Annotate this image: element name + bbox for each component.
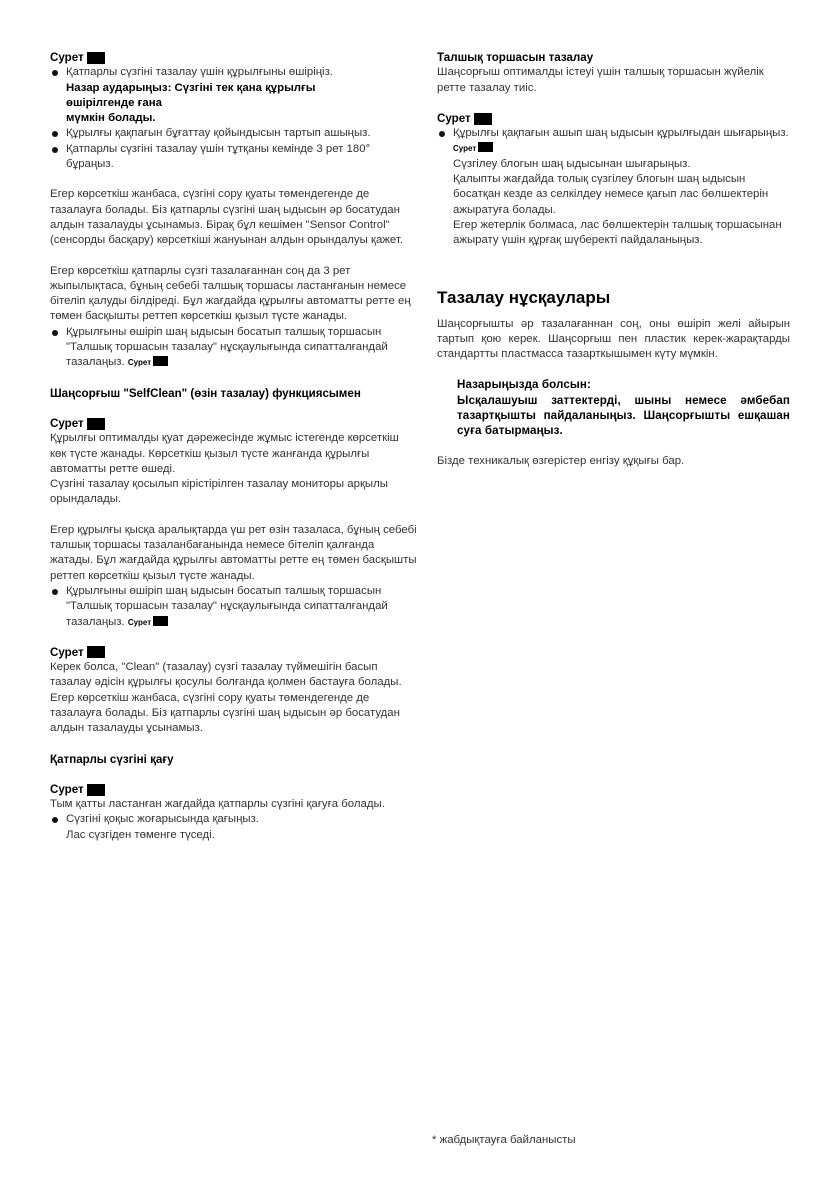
paragraph: Егер көрсеткіш қатпарлы сүзгі тазалағаннан соң да 3 рет жыпылықтаса, бұның себебі талшық торшасы ластанғанын немесе бітеліп қалуды білдіреді. Бұл жағдайда құрылғы автоматты ретте ең төмен басқышты реттеп көрсеткіш қызыл түсте жанады. [50, 264, 411, 323]
right-column [437, 50, 790, 469]
section-heading: Тазалау нұсқаулары [437, 287, 611, 307]
figure-number-box [153, 616, 168, 626]
paragraph: Егер көрсеткіш жанбаса, сүзгіні сору қуаты төмендегенде де тазалауға болады. Біз қатпарлы сүзгіні шаң ыдысын әр босатудан алдын тазалауды ұсынамыз. [50, 691, 400, 735]
list-item: Құрылғыны өшіріп шаң ыдысын босатып талшық торшасын "Талшық торшасын тазалау" нұсқаулығында сипатталғандай тазалаңыз. Сурет [50, 325, 418, 371]
paragraph: Құрылғы оптималды қуат дәрежесінде жұмыс істегенде көрсеткіш көк түсте жанады. Көрсеткіш қызыл түсте жанғанда құрылғы автоматты ретте өшеді. [50, 432, 399, 475]
figure-ref: Сурет [50, 416, 418, 431]
paragraph: Керек болса, "Clean" (тазалау) сүзгі тазалау түймешігін басып тазалау әдісін құрылғы қосулы болғанда қолмен бастауға болады. [50, 661, 402, 689]
section-title: Қатпарлы сүзгіні қағу [50, 752, 174, 766]
section-title: Шаңсорғыш "SelfClean" (өзін тазалау) функциясымен [50, 386, 361, 400]
paragraph: Сүзгіні тазалау қосылып кірістірілген тазалау мониторы арқылы орындалады. [50, 478, 388, 506]
figure-number-box [87, 646, 105, 658]
paragraph: Шаңсорғыш оптималды істеуі үшін талшық торшасын жүйелік ретте тазалау тиіс. [437, 66, 764, 94]
paragraph: Бізде техникалық өзгерістер енгізу құқығы бар. [437, 454, 685, 467]
figure-ref: Сурет [50, 782, 418, 797]
list-item: Құрылғыны өшіріп шаң ыдысын босатып талшық торшасын "Талшық торшасын тазалау" нұсқаулығында сипатталғандай тазалаңыз. Сурет [50, 584, 418, 630]
figure-ref: Сурет [50, 645, 418, 660]
list-item: Сүзгіні қоқыс жоғарысында қағыңыз. Лас сүзгіден төменге түседі. [50, 812, 418, 843]
list-item: Құрылғы қақпағын бұғаттау қойындысын тартып ашыңыз. [50, 126, 418, 141]
bullet-list [50, 584, 418, 630]
bullet-list [50, 325, 418, 371]
warning-text: Назар аударыңыз: Сүзгіні тек қана құрылғы [66, 81, 316, 94]
list-item: Құрылғы қақпағын ашып шаң ыдысын құрылғыдан шығарыңыз. Сурет Сүзгілеу блогын шаң ыдысынан шығарыңыз. Қалыпты жағдайда толық сүзгілеу блогын шаң ыдысын босатқан кезде аз селкілдеу немесе қағып лас бөлшектерін ажыратуға болады. Егер жетерлік болмаса, лас бөлшектерін талшық торшасынан ажырату үшін құрғақ шүберекті пайдаланыңыз. [437, 126, 790, 248]
bullet-list [50, 812, 418, 843]
warning-note [437, 377, 790, 438]
paragraph: Тым қатты ластанған жағдайда қатпарлы сүзгіні қағуға болады. [50, 798, 385, 811]
figure-number-box [153, 356, 168, 366]
paragraph: Шаңсорғышты әр тазалағаннан соң, оны өшіріп желі айырын тартып қою керек. Шаңсорғыш пен пластик керек-жарақтарды стандартты пластмасса тазарткышымен күту мүмкін. [437, 317, 790, 361]
bullet-list [437, 126, 790, 248]
figure-ref: Сурет [437, 111, 790, 126]
note-text: Ысқалашуыш заттектерді, шыны немесе әмбебап тазартқышты пайдаланыңыз. Шаңсорғышты ешқашан суға батырмаңыз. [457, 393, 790, 438]
figure-number-box [478, 142, 493, 152]
left-column [50, 50, 418, 843]
paragraph: Егер құрылғы қысқа аралықтарда үш рет өзін тазаласа, бұның себебі талшық торшасы тазаланбағанында немесе бітеліп қалғанда жатады. Бұл жағдайда құрылғы автоматты ретте ең төмен басқышты реттеп көрсеткіш қызыл түсте жанады. [50, 523, 417, 582]
paragraph: Егер көрсеткіш жанбаса, сүзгіні сору қуаты төмендегенде де тазалауға болады. Біз қатпарлы сүзгіні шаң ыдысын әр босатудан алдын тазалауды ұсынамыз. Бірақ бұл кешімен "Sensor Control" (сенсорды басқару) көрсеткіші жануынан алдын орындалуы қажет. [50, 188, 403, 247]
figure-number-box [87, 52, 105, 64]
figure-number-box [87, 418, 105, 430]
figure-ref: Сурет [50, 50, 418, 65]
bullet-list [50, 65, 418, 172]
figure-number-box [87, 784, 105, 796]
section-title: Талшық торшасын тазалау [437, 51, 594, 64]
list-item: Қатпарлы сүзгіні тазалау үшін тұтқаны кемінде 3 рет 180° бұраңыз. [50, 142, 418, 173]
list-item: Қатпарлы сүзгіні тазалау үшін құрылғыны өшіріңіз. Назар аударыңыз: Сүзгіні тек қана құрылғы өшірілгенде ғана мүмкін болады. [50, 65, 418, 126]
figure-number-box [474, 113, 492, 125]
note-title: Назарыңызда болсын: [457, 378, 591, 392]
footnote: * жабдықтауға байланысты [432, 1134, 576, 1146]
